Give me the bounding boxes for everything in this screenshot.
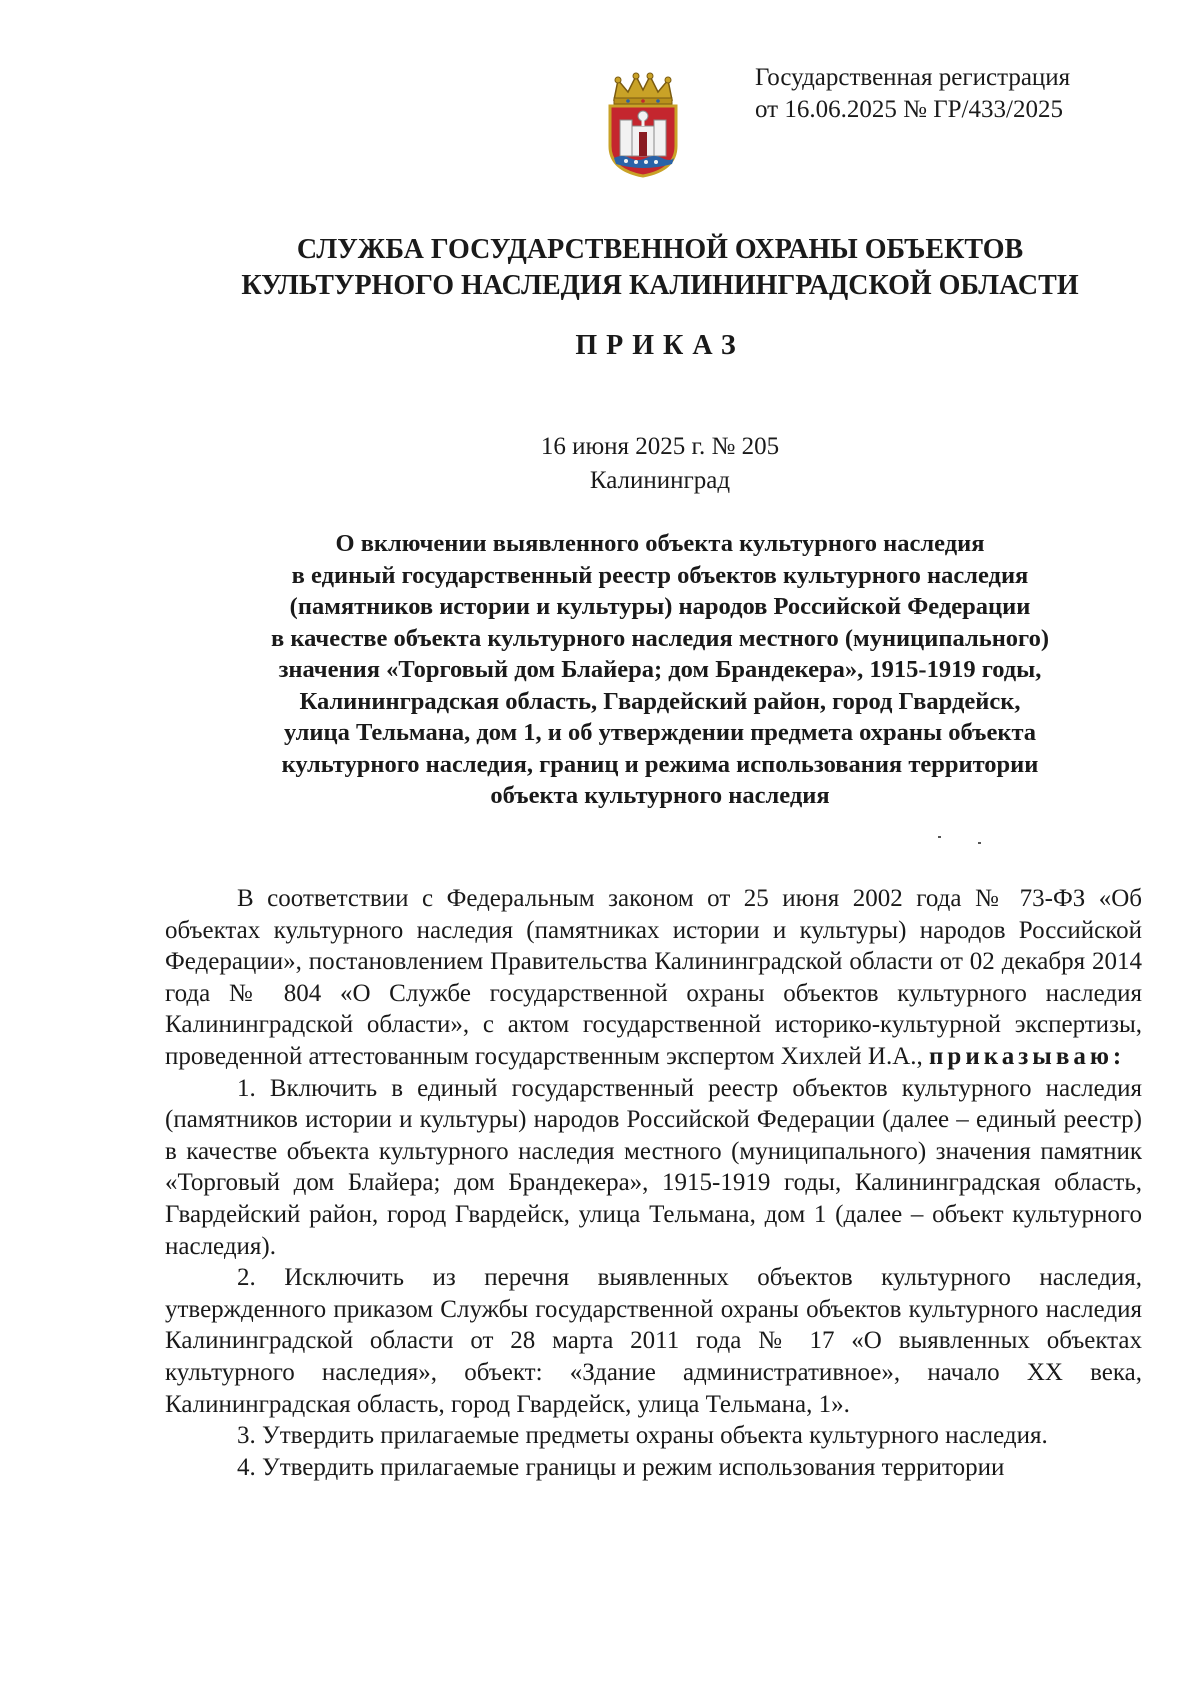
order-item: 2. Исключить из перечня выявленных объектов культурного наследия, утвержденного приказом Службы государственной охраны объектов культурного наследия Калининградской области от 28 марта 2011 года № 17 «О выявленных объектах культурного наследия», объект: «Здание административное», начало XX века, Калининградская область, город Гвардейск, улица Тельмана, 1». xyxy=(165,1264,1142,1418)
order-date-number: 16 июня 2025 г. № 205 xyxy=(540,433,780,460)
preamble-paragraph xyxy=(165,883,1142,1073)
order-item: 4. Утвердить прилагаемые границы и режим использования территории xyxy=(237,1453,1005,1481)
order-item: 1. Включить в единый государственный реестр объектов культурного наследия (памятников истории и культуры) народов Российской Федерации (далее – единый реестр) в качестве объекта культурного наследия местного (муниципального) значения памятник «Торговый дом Блайера; дом Брандекера», 1915-1919 годы, Калининградская область, Гвардейский район, город Гвардейск, улица Тельмана, дом 1 (далее – объект культурного наследия). xyxy=(165,1074,1142,1260)
subject-line: улица Тельмана, дом 1, и об утверждении предмета охраны объекта xyxy=(283,719,1037,746)
preamble-text: В соответствии с Федеральным законом от 25 июня 2002 года № 73-ФЗ «Об объектах культурного наследия (памятниках истории и культуры) народов Российской Федерации», постановлением Правительства Калининградской области от 02 декабря 2014 года № 804 «О Службе государственной охраны объектов культурного наследия Калининградской области», с актом государственной историко-культурной экспертизы, проведенной аттестованным государственным экспертом Хихлей И.А., xyxy=(165,885,1142,1070)
order-title: ПРИКАЗ xyxy=(575,330,745,361)
agency-line-1: СЛУЖБА ГОСУДАРСТВЕННОЙ ОХРАНЫ ОБЪЕКТОВ xyxy=(296,234,1024,265)
subject-line: значения «Торговый дом Блайера; дом Брандекера», 1915-1919 годы, xyxy=(278,656,1042,683)
subject-line: Калининградская область, Гвардейский район, город Гвардейск, xyxy=(299,687,1021,715)
scan-speck xyxy=(938,836,941,838)
order-city: Калининград xyxy=(589,467,731,494)
order-word: приказываю: xyxy=(929,1042,1126,1070)
scan-speck xyxy=(978,842,981,844)
subject-line: объекта культурного наследия xyxy=(490,782,830,809)
agency-name xyxy=(120,232,1200,304)
date-block xyxy=(120,430,1200,498)
order-item: 3. Утвердить прилагаемые предметы охраны объекта культурного наследия. xyxy=(237,1422,1048,1450)
order-subject xyxy=(180,528,1140,812)
subject-line: культурного наследия, границ и режима использования территории xyxy=(281,750,1039,778)
subject-line: (памятников истории и культуры) народов Российской Федерации xyxy=(289,593,1031,620)
subject-line: О включении выявленного объекта культурного наследия xyxy=(335,530,985,557)
registration-line-1: Государственная регистрация xyxy=(755,64,1071,91)
registration-note xyxy=(755,62,1175,126)
subject-line: в единый государственный реестр объектов культурного наследия xyxy=(291,561,1029,589)
agency-line-2: КУЛЬТУРНОГО НАСЛЕДИЯ КАЛИНИНГРАДСКОЙ ОБЛАСТИ xyxy=(241,270,1079,301)
kaliningrad-coat-of-arms-icon xyxy=(600,70,686,178)
order-body xyxy=(165,883,1142,1483)
registration-line-2: от 16.06.2025 № ГР/433/2025 xyxy=(755,96,1063,123)
subject-line: в качестве объекта культурного наследия местного (муниципального) xyxy=(271,624,1049,652)
